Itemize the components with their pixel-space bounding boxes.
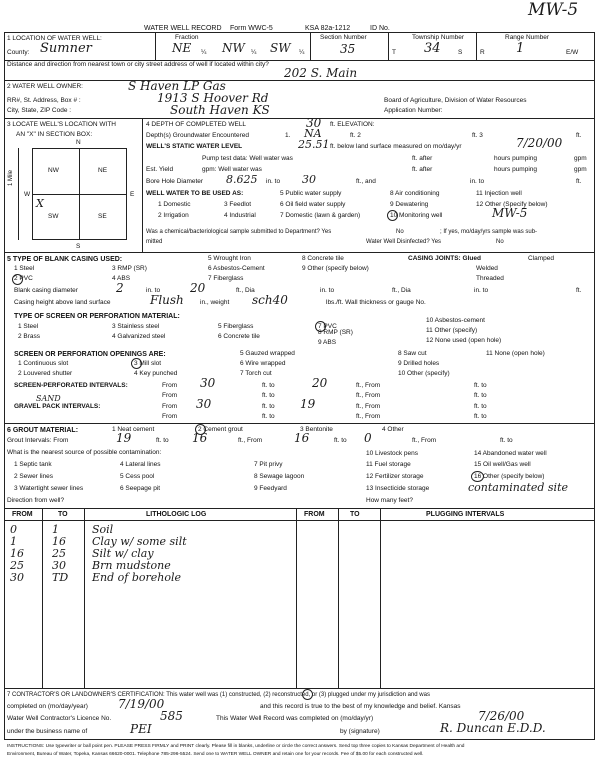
log-row-from[interactable]: 16 [10,547,24,560]
screen-4[interactable]: 4 Galvanized steel [112,333,166,340]
casing-1[interactable]: 1 Steel [14,265,35,272]
use-7[interactable]: 7 Domestic (lawn & garden) [280,212,361,219]
bore-ft: ft. [576,178,582,185]
spi-to-value[interactable]: 20 [312,376,328,390]
casing-2[interactable]: 2 PVC [14,275,33,282]
t-label: T [392,49,396,56]
divider [4,688,595,689]
city-value[interactable]: South Haven KS [170,103,270,117]
opening-1[interactable]: 1 Continuous slot [18,360,69,367]
blank-in-to-3: in. to [474,287,489,294]
r-label: R [480,49,485,56]
divider [388,32,389,60]
gw-3-label: ft. 3 [472,132,483,139]
gp-label: GRAVEL PACK INTERVALS: [14,403,101,410]
signature-label: by (signature) [340,728,380,735]
log-col [296,508,297,688]
divider [4,80,595,81]
divider [4,520,595,521]
record-date[interactable]: 7/26/00 [478,709,525,723]
county-value[interactable]: Sumner [40,41,92,56]
source-13[interactable]: 13 Insecticide storage [366,485,430,492]
clamped-label[interactable]: Clamped [528,255,555,262]
log-row-to[interactable]: 16 [52,535,66,548]
screen-8[interactable]: 8 RMP (SR) [318,329,353,336]
gp-from-3: ft., From [356,413,381,420]
depth-label: 4 DEPTH OF COMPLETED WELL [146,121,247,128]
south-label: S [76,243,81,250]
casing-8[interactable]: 8 Concrete tile [302,255,344,262]
log-row-desc[interactable]: Silt w/ clay [92,547,154,560]
bore-to-value[interactable]: 30 [302,173,316,186]
corner-mark: MW-5 [528,0,579,20]
spi-to-label: ft. to [262,382,275,389]
opening-10[interactable]: 10 Other (specify) [398,370,450,377]
gp-from-2: ft., From [356,403,381,410]
grout-from-2-label: ft., From [238,437,263,444]
casing-5[interactable]: 5 Wrought Iron [208,255,251,262]
grout-4[interactable]: 4 Other [382,426,404,433]
yield-hours: hours pumping [494,166,537,173]
spi-to-label-2: ft. to [262,392,275,399]
use-5[interactable]: 5 Public water supply [280,190,342,197]
q1-value[interactable]: NE [172,41,192,55]
application-label: Application Number: [384,107,443,114]
bore-value[interactable]: 8.625 [226,173,258,186]
nw-label: NW [48,167,59,174]
owner-value[interactable]: S Haven LP Gas [128,79,226,93]
source-8[interactable]: 8 Sewage lagoon [254,473,305,480]
grout-to-3-label: ft. to [500,437,513,444]
grout-from-2-value[interactable]: 16 [294,431,310,445]
spi-from-2: ft., From [356,382,381,389]
q3-value[interactable]: SW [270,41,291,55]
use-10[interactable]: 10 Monitoring well [390,212,443,219]
source-2[interactable]: 2 Sewer lines [14,473,54,480]
log-to-header: TO [58,511,68,518]
bore-label: Bore Hole Diameter [146,178,204,185]
source-9[interactable]: 9 Feedyard [254,485,287,492]
blank-label: Blank casing diameter [14,287,78,294]
height-label: Casing height above land surface [14,299,111,306]
board-label: Board of Agriculture, Division of Water Resources [384,97,527,104]
opening-7[interactable]: 7 Torch cut [240,370,272,377]
spi-to-2: ft. to [474,382,487,389]
opening-9[interactable]: 9 Drilled holes [398,360,440,367]
instructions-2: Environment, Bureau of Water, Topeka, Kansas 66620-0001. Telephone 785-296-5524. Send one to WATER WELL OWNER and retain one for your records. Fee of $5.00 for each constructed well. [7,752,424,757]
log-row-desc[interactable]: Clay w/ some silt [92,535,187,548]
log-row-from[interactable]: 30 [10,571,24,584]
static-label: WELL'S STATIC WATER LEVEL [146,143,243,150]
threaded-label[interactable]: Threaded [476,275,504,282]
divider [4,508,595,509]
divider [310,32,311,60]
screen-1[interactable]: 1 Steel [18,323,39,330]
chem-label: Was a chemical/bacteriological sample submitted to Department? Yes [146,229,332,235]
sw-label: SW [48,213,59,220]
screen-9[interactable]: 9 ABS [318,339,337,346]
fraction-label: Fraction [175,34,199,41]
signature-value[interactable]: R. Duncan E.D.D. [440,721,546,735]
use-4[interactable]: 4 Industrial [224,212,256,219]
sand-note: SAND [36,394,61,403]
use-8[interactable]: 8 Air conditioning [390,190,440,197]
depth-value[interactable]: 30 [306,116,322,130]
casing-7[interactable]: 7 Fiberglass [208,275,244,282]
opening-2[interactable]: 2 Louvered shutter [18,370,73,377]
casing-9[interactable]: 9 Other (specify below) [302,265,369,272]
spi-to-3: ft. to [474,392,487,399]
east-label: E [130,191,135,198]
grout-from-value[interactable]: 19 [116,431,132,445]
log-col [338,508,339,688]
bore-in-to: in. to [266,178,281,185]
constructed-circle [302,689,313,700]
business-label: under the business name of [7,728,88,735]
use-3[interactable]: 3 Feedlot [224,201,252,208]
s3-title: 3 LOCATE WELL'S LOCATION WITH [7,121,116,128]
use-1[interactable]: 1 Domestic [158,201,191,208]
log-plug-header: PLUGGING INTERVALS [426,511,505,518]
x-mark: X [36,197,44,210]
business-value[interactable]: PEI [130,722,152,736]
opening-3[interactable]: 3 Mill slot [134,360,162,367]
pump-label: Pump test data: Well water was [202,155,293,162]
welded-label[interactable]: Welded [476,265,498,272]
use-11[interactable]: 11 Injection well [476,190,522,197]
use-9[interactable]: 9 Dewatering [390,201,429,208]
grout-1[interactable]: 1 Neat cement [112,426,155,433]
casing-4[interactable]: 4 ABS [112,275,131,282]
blank-ft-dia: ft., Dia [236,287,255,294]
yield-gpm: gpm [574,166,587,173]
casing-3[interactable]: 3 RMP (SR) [112,265,147,272]
opening-8[interactable]: 8 Saw cut [398,350,427,357]
source-15[interactable]: 15 Oil well/Gas well [474,461,531,468]
screen-6[interactable]: 6 Concrete tile [218,333,260,340]
screen-3[interactable]: 3 Stainless steel [112,323,160,330]
gw-1-value[interactable]: NA [304,127,322,140]
log-col [84,508,85,688]
section-value[interactable]: 35 [340,42,356,56]
gp-to-2: ft. to [474,403,487,410]
se-label: SE [98,213,107,220]
yield-after: ft. after [412,166,433,173]
joints-label: CASING JOINTS: Glued [408,255,481,262]
log-row-to[interactable]: 30 [52,559,66,572]
gp-to-3: ft. to [474,413,487,420]
source-1[interactable]: 1 Septic tank [14,461,52,468]
township-value[interactable]: 34 [424,41,441,56]
gp-to-label: ft. to [262,403,275,410]
use-label: WELL WATER TO BE USED AS: [146,190,244,197]
bore-and: ft., and [356,178,376,185]
s-label: S [458,49,463,56]
north-label: N [76,139,81,146]
spi-from-label: From [162,382,178,389]
q2-value[interactable]: NW [222,41,245,55]
pump-after: ft. after [412,155,433,162]
chem-if-yes: ; If yes, mo/day/yrs sample was sub- [440,229,538,235]
log-lith-header: LITHOLOGIC LOG [146,511,207,518]
casing-6[interactable]: 6 Asbestos-Cement [208,265,265,272]
address-value[interactable]: 1913 S Hoover Rd [157,91,269,105]
opening-5[interactable]: 5 Gauzed wrapped [240,350,295,357]
other-source-value[interactable]: contaminated site [468,481,568,494]
divider [4,252,595,253]
divider [142,118,143,252]
county-label: County: [7,49,30,56]
yield-label: Est. Yield [146,166,174,173]
gp-to-value[interactable]: 19 [300,397,316,411]
ew-label: E/W [566,49,579,56]
opening-3-circle [131,358,142,369]
spi-from-value[interactable]: 30 [200,376,216,390]
gw-label: Depth(s) Groundwater Encountered [146,132,249,139]
log-plug-from-header: FROM [304,511,325,518]
yield-rest: gpm: Well water was [202,166,262,173]
source-12[interactable]: 12 Fertilizer storage [366,473,424,480]
form-number: Form WWC-5 [230,25,273,32]
use-6[interactable]: 6 Oil field water supply [280,201,346,208]
completed-date[interactable]: 7/19/00 [118,697,165,711]
blank-ft-dia-2: ft., Dia [392,287,411,294]
grout-2[interactable]: 2 Cement grout [198,426,243,433]
screen-11[interactable]: 11 Other (specify) [426,327,478,334]
log-row-desc[interactable]: Brn mudstone [92,559,171,572]
elevation-label: ft. ELEVATION: [330,121,375,128]
id-no-label: ID No. [370,25,390,32]
bore-in-to-2: in. to [470,178,485,185]
gp-from-label: From [162,403,178,410]
west-label: W [24,191,31,198]
gp-from-value[interactable]: 30 [196,397,212,411]
range-value[interactable]: 1 [516,41,525,56]
blank-in-to: in. to [146,287,161,294]
lbs-label: lbs./ft. Wall thickness or gauge No. [326,299,426,306]
screen-7[interactable]: 7 PVC [318,323,337,330]
chem-no: No [396,229,404,235]
source-16[interactable]: 16 Other (specify below) [474,473,545,480]
divider [4,423,595,424]
blank-ft: ft. [576,287,582,294]
screen-title: TYPE OF SCREEN OR PERFORATION MATERIAL: [14,313,180,320]
cert-completed-label: completed on (mo/day/year) [7,703,88,710]
gp-from-label-2: From [162,413,178,420]
address-label: RR#, St. Address, Box # : [7,97,81,104]
ne-label: NE [98,167,108,174]
static-rest: ft. below land surface measured on mo/day/yr [330,143,462,150]
s1-title: 1 LOCATION OF WATER WELL: [7,35,102,42]
screen-12[interactable]: 12 None used (open hole) [426,337,502,344]
license-label: Water Well Contractor's Licence No. [7,715,112,722]
quarter-mark: ¼ [201,49,207,56]
log-row-to[interactable]: TD [52,571,69,584]
source-6[interactable]: 6 Seepage pit [120,485,161,492]
height-weight: in., weight [200,299,230,306]
how-many-label: How many feet? [366,497,413,504]
opening-6[interactable]: 6 Wire wrapped [240,360,286,367]
use-2[interactable]: 2 Irrigation [158,212,189,219]
log-row-desc[interactable]: End of borehole [92,571,182,584]
chem-mitted: mitted [146,239,163,245]
pump-hours: hours pumping [494,155,537,162]
source-10[interactable]: 10 Livestock pens [366,450,419,457]
gp-to-label-2: ft. to [262,413,275,420]
form-title: WATER WELL RECORD [144,25,222,32]
source-14[interactable]: 14 Abandoned water well [474,450,547,457]
scale-bar [18,148,19,240]
record-completed-label: This Water Well Record was completed on (mo/day/yr) [216,715,374,722]
quarter-mark: ¼ [299,49,305,56]
use-12[interactable]: 12 Other (Specify below) [476,201,548,208]
distance-value[interactable]: 202 S. Main [284,66,358,80]
screen-10[interactable]: 10 Asbestos-cement [426,317,485,324]
divider [4,118,595,119]
grout-to-2-label: ft. to [334,437,347,444]
height-value[interactable]: Flush [150,293,184,307]
grout-to-value[interactable]: 16 [192,431,208,445]
range-label: Range Number [505,34,550,41]
s5-title: 5 TYPE OF BLANK CASING USED: [7,256,123,263]
log-from-header: FROM [12,511,33,518]
source-3[interactable]: 3 Watertight sewer lines [14,485,84,492]
instructions-1: INSTRUCTIONS: Use typewriter or ball point pen. PLEASE PRESS FIRMLY and PRINT clearly. Please fill in blanks, underline or circle the correct answers. Send top three copies to Kansas Department of Health and [7,744,465,749]
cert-true-label: and this record is true to the best of my knowledge and belief. Kansas [260,703,461,710]
spi-from-3: ft., From [356,392,381,399]
divider [476,32,477,60]
gw-2-label: ft. 2 [350,132,361,139]
quarter-mark: ¼ [251,49,257,56]
grout-from-3-label: ft., From [412,437,437,444]
openings-title: SCREEN OR PERFORATION OPENINGS ARE: [14,351,166,358]
log-row-desc[interactable]: Soil [92,523,114,536]
pump-gpm: gpm [574,155,587,162]
direction-label: Direction from well? [7,497,65,504]
grout-to-2-value[interactable]: 0 [364,431,372,445]
grout-to-label: ft. to [156,437,169,444]
blank-in-to-2: in. to [320,287,335,294]
grid-line [32,194,127,195]
s6-title: 6 GROUT MATERIAL: [7,427,79,434]
ksa-ref: KSA 82a-1212 [305,25,351,32]
grout-interval-label: Grout Intervals: From [7,437,69,444]
static-date[interactable]: 7/20/00 [516,136,563,150]
screen-2[interactable]: 2 Brass [18,333,41,340]
blank-to-value[interactable]: 20 [190,281,206,295]
spi-label: SCREEN-PERFORATED INTERVALS: [14,382,128,389]
disinfected-label: Water Well Disinfected? Yes [366,239,442,245]
distance-label: Distance and direction from nearest town or city street address of well if located within city? [7,61,269,68]
mile-label: 1 Mile [8,169,14,186]
log-row-from[interactable]: 25 [10,559,24,572]
spi-from-label-2: From [162,392,178,399]
log-col [380,508,381,688]
s2-title: 2 WATER WELL OWNER: [7,83,83,90]
section-label: Section Number [320,34,367,41]
source-11[interactable]: 11 Fuel storage [366,461,411,468]
source-4[interactable]: 4 Lateral lines [120,461,161,468]
opening-11[interactable]: 11 None (open hole) [486,350,545,357]
divider [155,32,156,60]
log-plug-to-header: TO [350,511,360,518]
grout-3[interactable]: 3 Bentonite [300,426,333,433]
static-value[interactable]: 25.51 [298,138,330,151]
city-label: City, State, ZIP Code : [7,107,72,114]
log-row-from[interactable]: 1 [10,535,17,548]
log-row-to[interactable]: 1 [52,523,59,536]
cert-line-1: 7 CONTRACTOR'S OR LANDOWNER'S CERTIFICATION: This water well was (1) constructed, (2) reconstructed, or (3) plugged under my jurisdiction and was [7,692,430,698]
opening-4[interactable]: 4 Key punched [134,370,178,377]
source-7[interactable]: 7 Pit privy [254,461,283,468]
weight-value[interactable]: sch40 [252,293,288,307]
source-label: What is the nearest source of possible contamination: [7,449,162,456]
license-value[interactable]: 585 [160,709,183,723]
blank-value[interactable]: 2 [116,281,124,295]
s3-title-2: AN "X" IN SECTION BOX: [16,131,93,138]
township-label: Township Number [412,34,465,41]
log-row-from[interactable]: 0 [10,523,17,536]
screen-5[interactable]: 5 Fiberglass [218,323,254,330]
log-row-to[interactable]: 25 [52,547,66,560]
other-use-value[interactable]: MW-5 [492,206,528,220]
gw-1-label: 1. [285,132,291,139]
source-5[interactable]: 5 Cess pool [120,473,155,480]
log-col [42,508,43,688]
gw-ft-label: ft. [576,132,582,139]
casing-2-circle [12,274,23,285]
disinfected-no: No [496,239,504,245]
use-10-circle [387,210,398,221]
